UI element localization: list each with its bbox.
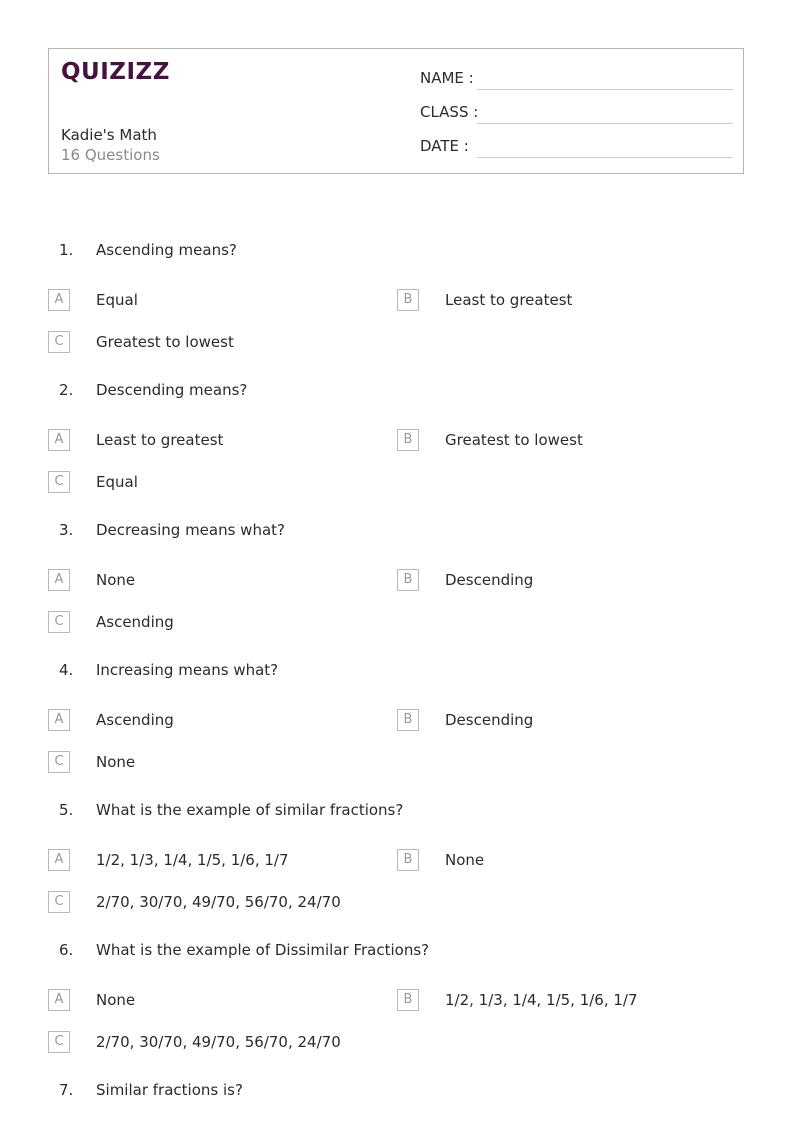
option-text: Least to greatest bbox=[96, 431, 224, 449]
question-number: 7. bbox=[59, 1081, 74, 1099]
option-letter-box[interactable]: C bbox=[48, 331, 70, 353]
option-text: None bbox=[96, 753, 136, 771]
option-text: Least to greatest bbox=[445, 291, 573, 309]
option-letter-box[interactable]: A bbox=[48, 989, 70, 1011]
option-letter-box[interactable]: A bbox=[48, 569, 70, 591]
option-text: Greatest to lowest bbox=[96, 333, 234, 351]
option-text: Equal bbox=[96, 291, 138, 309]
question-text: Similar fractions is? bbox=[96, 1081, 243, 1099]
date-label: DATE : bbox=[420, 137, 469, 155]
option-letter-box[interactable]: A bbox=[48, 849, 70, 871]
question-count: 16 Questions bbox=[61, 146, 160, 164]
name-label: NAME : bbox=[420, 69, 474, 87]
question-text: What is the example of Dissimilar Fractions? bbox=[96, 941, 430, 959]
question-number: 5. bbox=[59, 801, 74, 819]
question-number: 6. bbox=[59, 941, 74, 959]
option-letter-box[interactable]: C bbox=[48, 1031, 70, 1053]
option-text: Ascending bbox=[96, 613, 174, 631]
question-number: 4. bbox=[59, 661, 74, 679]
question-number: 2. bbox=[59, 381, 74, 399]
option-letter-box[interactable]: B bbox=[397, 429, 419, 451]
quizizz-logo: QUIZIZZ bbox=[61, 59, 170, 85]
option-text: Ascending bbox=[96, 711, 174, 729]
date-field[interactable] bbox=[477, 157, 733, 158]
option-text: Descending bbox=[445, 711, 534, 729]
question-text: Increasing means what? bbox=[96, 661, 279, 679]
option-letter-box[interactable]: B bbox=[397, 569, 419, 591]
option-text: None bbox=[445, 851, 485, 869]
option-text: None bbox=[96, 991, 136, 1009]
option-text: Greatest to lowest bbox=[445, 431, 583, 449]
worksheet-title: Kadie's Math bbox=[61, 126, 157, 144]
option-letter-box[interactable]: B bbox=[397, 989, 419, 1011]
option-text: None bbox=[96, 571, 136, 589]
question-text: Ascending means? bbox=[96, 241, 237, 259]
question-text: Decreasing means what? bbox=[96, 521, 285, 539]
option-text: Descending bbox=[445, 571, 534, 589]
class-label: CLASS : bbox=[420, 103, 479, 121]
option-letter-box[interactable]: B bbox=[397, 289, 419, 311]
question-number: 3. bbox=[59, 521, 74, 539]
option-letter-box[interactable]: C bbox=[48, 751, 70, 773]
class-field[interactable] bbox=[477, 123, 733, 124]
option-text: Equal bbox=[96, 473, 138, 491]
question-text: What is the example of similar fractions? bbox=[96, 801, 404, 819]
option-letter-box[interactable]: B bbox=[397, 709, 419, 731]
option-text: 2/70, 30/70, 49/70, 56/70, 24/70 bbox=[96, 1033, 341, 1051]
option-letter-box[interactable]: B bbox=[397, 849, 419, 871]
question-text: Descending means? bbox=[96, 381, 248, 399]
option-text: 1/2, 1/3, 1/4, 1/5, 1/6, 1/7 bbox=[445, 991, 638, 1009]
name-field[interactable] bbox=[477, 89, 733, 90]
option-letter-box[interactable]: C bbox=[48, 891, 70, 913]
question-number: 1. bbox=[59, 241, 74, 259]
worksheet-header bbox=[48, 48, 744, 174]
option-text: 1/2, 1/3, 1/4, 1/5, 1/6, 1/7 bbox=[96, 851, 289, 869]
option-letter-box[interactable]: A bbox=[48, 289, 70, 311]
option-letter-box[interactable]: C bbox=[48, 471, 70, 493]
option-letter-box[interactable]: A bbox=[48, 709, 70, 731]
option-text: 2/70, 30/70, 49/70, 56/70, 24/70 bbox=[96, 893, 341, 911]
option-letter-box[interactable]: C bbox=[48, 611, 70, 633]
option-letter-box[interactable]: A bbox=[48, 429, 70, 451]
